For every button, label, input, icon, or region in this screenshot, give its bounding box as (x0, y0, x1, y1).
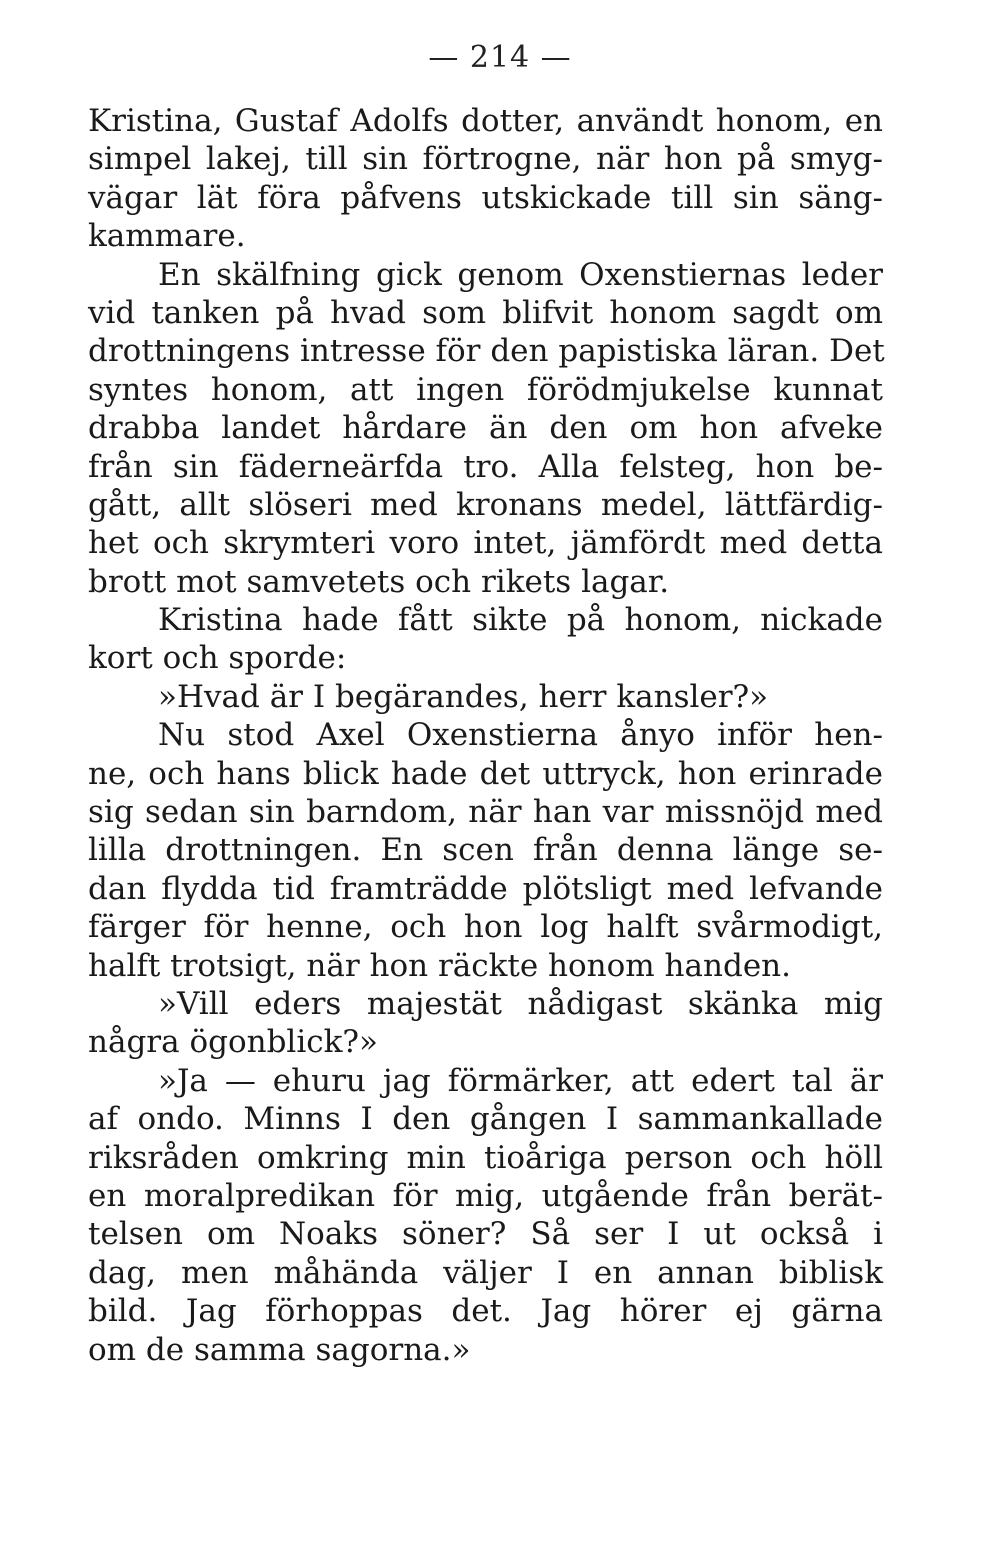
text-line: »Ja — ehuru jag förmärker, att edert tal är (158, 1062, 883, 1099)
text-line: färger för henne, och hon log halft svårmodigt, (88, 909, 883, 946)
text-line: simpel lakej, till sin förtrogne, när hon på smyg- (88, 141, 883, 178)
text-line: Kristina hade fått sikte på honom, nickade (158, 602, 883, 639)
text-line: riksråden omkring min tioåriga person och höll (88, 1139, 883, 1176)
text-line: telsen om Noaks söner? Så ser I ut också i (88, 1216, 883, 1253)
text-line: Nu stod Axel Oxenstierna ånyo inför hen- (158, 717, 883, 754)
body-text (88, 102, 883, 1369)
text-line: vid tanken på hvad som blifvit honom sagdt om (88, 294, 883, 331)
text-line: några ögonblick?» (88, 1024, 378, 1061)
text-line: kammare. (88, 218, 246, 255)
text-line: en moralpredikan för mig, utgående från berät- (88, 1177, 883, 1214)
text-line: dag, men måhända väljer I en annan biblisk (88, 1254, 883, 1291)
text-line: brott mot samvetets och rikets lagar. (88, 563, 670, 600)
text-line: drabba landet hårdare än den om hon afveke (88, 410, 883, 447)
text-line: från sin fäderneärfda tro. Alla felsteg, hon be- (88, 448, 883, 485)
text-line: »Hvad är I begärandes, herr kansler?» (158, 678, 769, 715)
text-line: vägar lät föra påfvens utskickade till sin säng- (88, 179, 883, 216)
text-line: om de samma sagorna.» (88, 1331, 471, 1368)
text-line: En skälfning gick genom Oxenstiernas leder (158, 256, 883, 293)
text-line: kort och sporde: (88, 640, 347, 677)
text-line: drottningens intresse för den papistiska läran. Det (88, 333, 885, 370)
text-line: ne, och hans blick hade det uttryck, hon erinrade (88, 755, 883, 792)
text-line: dan flydda tid framträdde plötsligt med lefvande (88, 870, 883, 907)
text-line: halft trotsigt, när hon räckte honom handen. (88, 947, 791, 984)
text-line: het och skrymteri voro intet, jämfördt med detta (88, 525, 883, 562)
text-line: bild. Jag förhoppas det. Jag hörer ej gärna (88, 1293, 883, 1330)
text-line: »Vill eders majestät nådigast skänka mig (158, 985, 883, 1022)
text-line: syntes honom, att ingen förödmjukelse kunnat (88, 371, 883, 408)
text-line: af ondo. Minns I den gången I sammankallade (88, 1101, 883, 1138)
text-line: gått, allt slöseri med kronans medel, lättfärdig- (88, 486, 883, 523)
text-line: lilla drottningen. En scen från denna länge se- (88, 832, 883, 869)
text-line: sig sedan sin barndom, när han var missnöjd med (88, 794, 883, 831)
page-number: — 214 — (428, 40, 572, 75)
text-line: Kristina, Gustaf Adolfs dotter, användt honom, en (88, 103, 883, 139)
